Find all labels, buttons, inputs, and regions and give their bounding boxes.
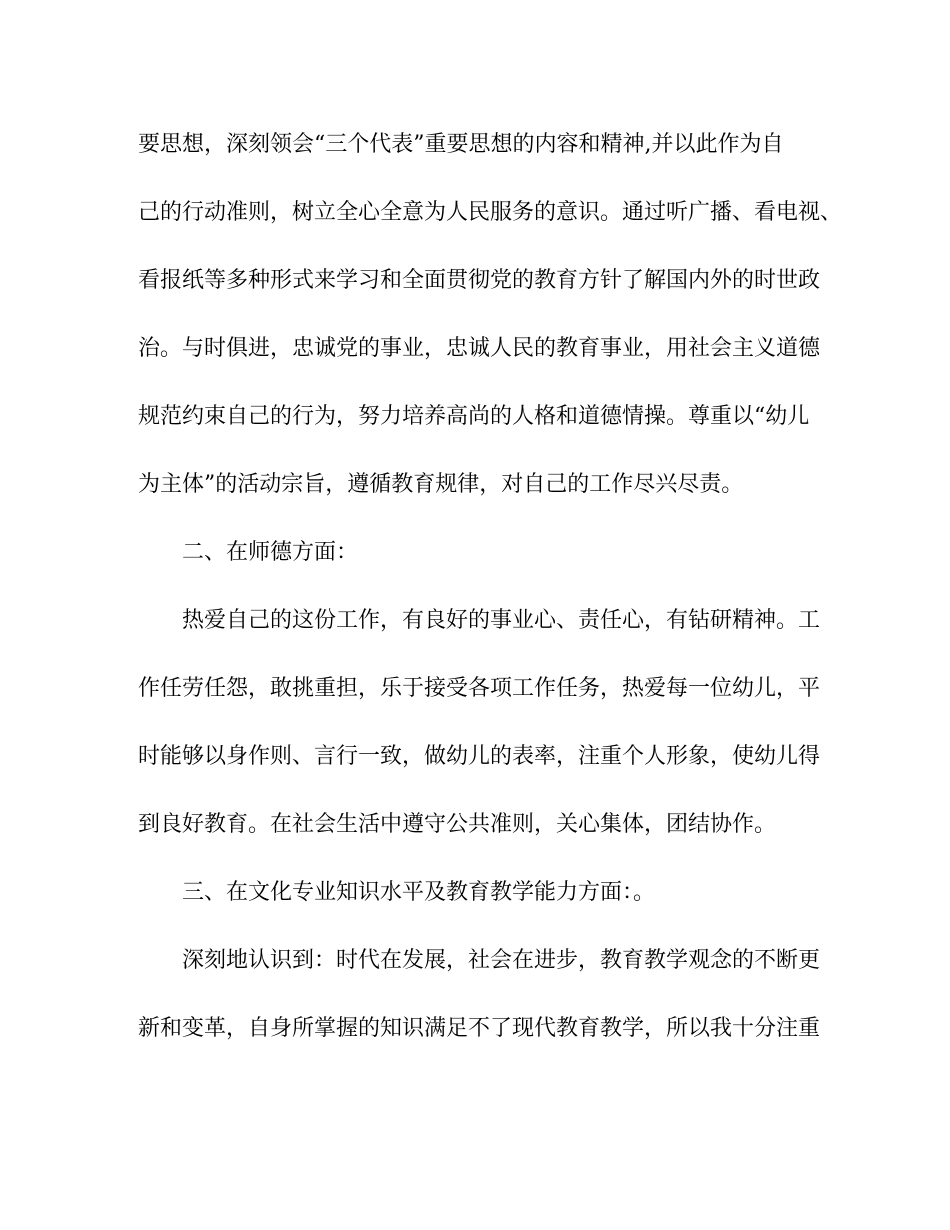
text-line: 新和变革，自身所掌握的知识满足不了现代教育教学，所以我十分注重 bbox=[138, 1016, 821, 1041]
text-line: 要思想，深刻领会“三个代表”重要思想的内容和精神,并以此作为自 bbox=[138, 132, 784, 157]
text-line: 规范约束自己的行为，努力培养高尚的人格和道德情操。尊重以“幼儿 bbox=[138, 404, 810, 429]
section-heading: 二、在师德方面： bbox=[182, 540, 359, 565]
text-line: 作任劳任怨，敢挑重担，乐于接受各项工作任务，热爱每一位幼儿，平 bbox=[138, 676, 821, 701]
text-line: 治。与时俱进，忠诚党的事业，忠诚人民的教育事业，用社会主义道德 bbox=[138, 336, 821, 361]
text-line: 深刻地认识到：时代在发展，社会在进步，教育教学观念的不断更 bbox=[182, 948, 821, 973]
text-line: 时能够以身作则、言行一致，做幼儿的表率，注重个人形象，使幼儿得 bbox=[138, 744, 821, 769]
text-line: 到良好教育。在社会生活中遵守公共准则，关心集体，团结协作。 bbox=[138, 812, 777, 837]
section-heading: 三、在文化专业知识水平及教育教学能力方面：。 bbox=[182, 880, 656, 905]
text-line: 看报纸等多种形式来学习和全面贯彻党的教育方针了解国内外的时世政 bbox=[138, 268, 821, 293]
text-line: 为主体”的活动宗旨，遵循教育规律，对自己的工作尽兴尽责。 bbox=[138, 472, 744, 497]
text-line: 己的行动准则，树立全心全意为人民服务的意识。通过听广播、看电视、 bbox=[138, 200, 843, 225]
text-line: 热爱自己的这份工作，有良好的事业心、责任心，有钻研精神。工 bbox=[182, 608, 821, 633]
